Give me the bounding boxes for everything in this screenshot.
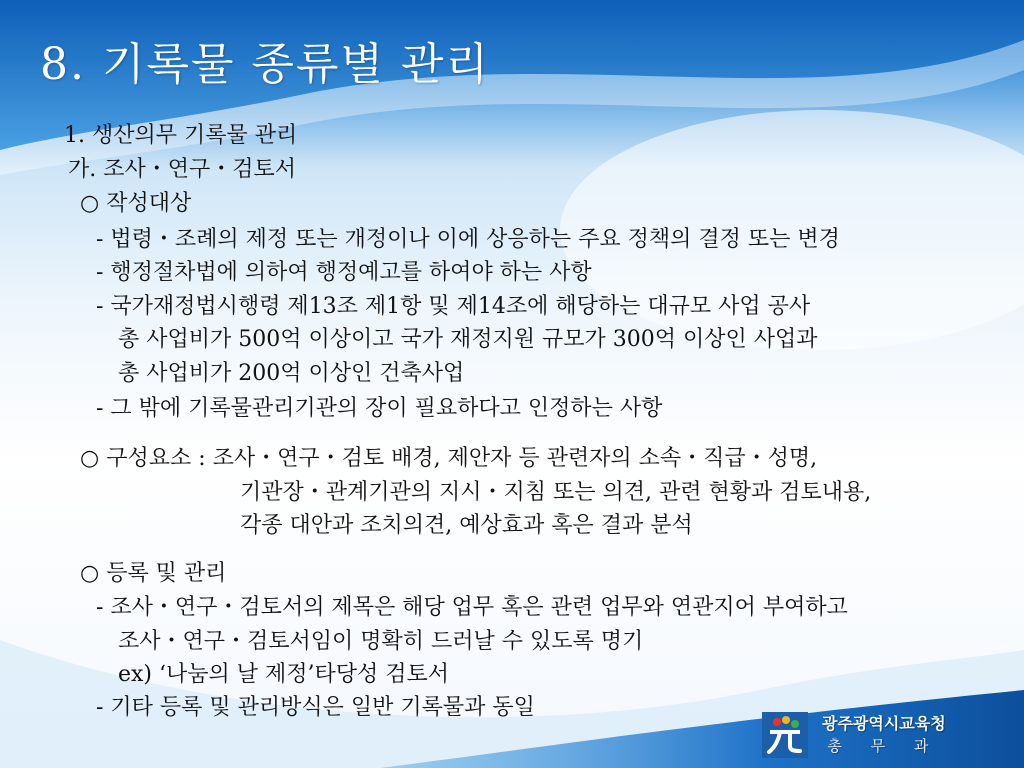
list-item: - 조사・연구・검토서의 제목은 해당 업무 혹은 관련 업무와 연관지어 부여하고 — [96, 595, 848, 620]
list-item: - 그 밖에 기록물관리기관의 장이 필요하다고 인정하는 사항 — [96, 396, 663, 421]
bullet-heading: ○ 등록 및 관리 — [80, 561, 227, 586]
list-item-continuation: 조사・연구・검토서임이 명확히 드러날 수 있도록 명기 — [118, 629, 644, 654]
list-item-continuation: 총 사업비가 200억 이상인 건축사업 — [118, 361, 465, 386]
bullet-heading: ○ 작성대상 — [80, 191, 192, 216]
section-heading: 1. 생산의무 기록물 관리 — [64, 123, 298, 148]
list-item-continuation: 각종 대안과 조치의견, 예상효과 혹은 결과 분석 — [240, 513, 693, 538]
page-title: 8. 기록물 종류별 관리 — [40, 39, 490, 90]
organization-title: 광주광역시교육청 — [822, 714, 946, 733]
list-item: - 행정절차법에 의하여 행정예고를 하여야 하는 사항 — [96, 260, 592, 285]
list-item: - 법령・조례의 제정 또는 개정이나 이에 상응하는 주요 정책의 결정 또는 변경 — [96, 227, 840, 252]
list-item-continuation: 기관장・관계기관의 지시・지침 또는 의견, 관련 현황과 검토내용, — [240, 480, 872, 505]
organization-name — [822, 713, 946, 757]
footer — [762, 712, 946, 758]
list-item: - 기타 등록 및 관리방식은 일반 기록물과 동일 — [96, 695, 535, 720]
bullet-heading: ○ 구성요소 : 조사・연구・검토 배경, 제안자 등 관련자의 소속・직급・성명, — [80, 446, 818, 471]
list-item-continuation: ex) ‘나눔의 날 제정’타당성 검토서 — [118, 662, 449, 687]
list-item: - 국가재정법시행령 제13조 제1항 및 제14조에 해당하는 대규모 사업 공사 — [96, 294, 811, 319]
list-item-continuation: 총 사업비가 500억 이상이고 국가 재정지원 규모가 300억 이상인 사업과 — [118, 327, 818, 352]
subsection-heading: 가. 조사・연구・검토서 — [68, 157, 297, 182]
department-name: 총 무 과 — [827, 737, 941, 755]
gwangju-education-logo-icon — [762, 712, 808, 758]
